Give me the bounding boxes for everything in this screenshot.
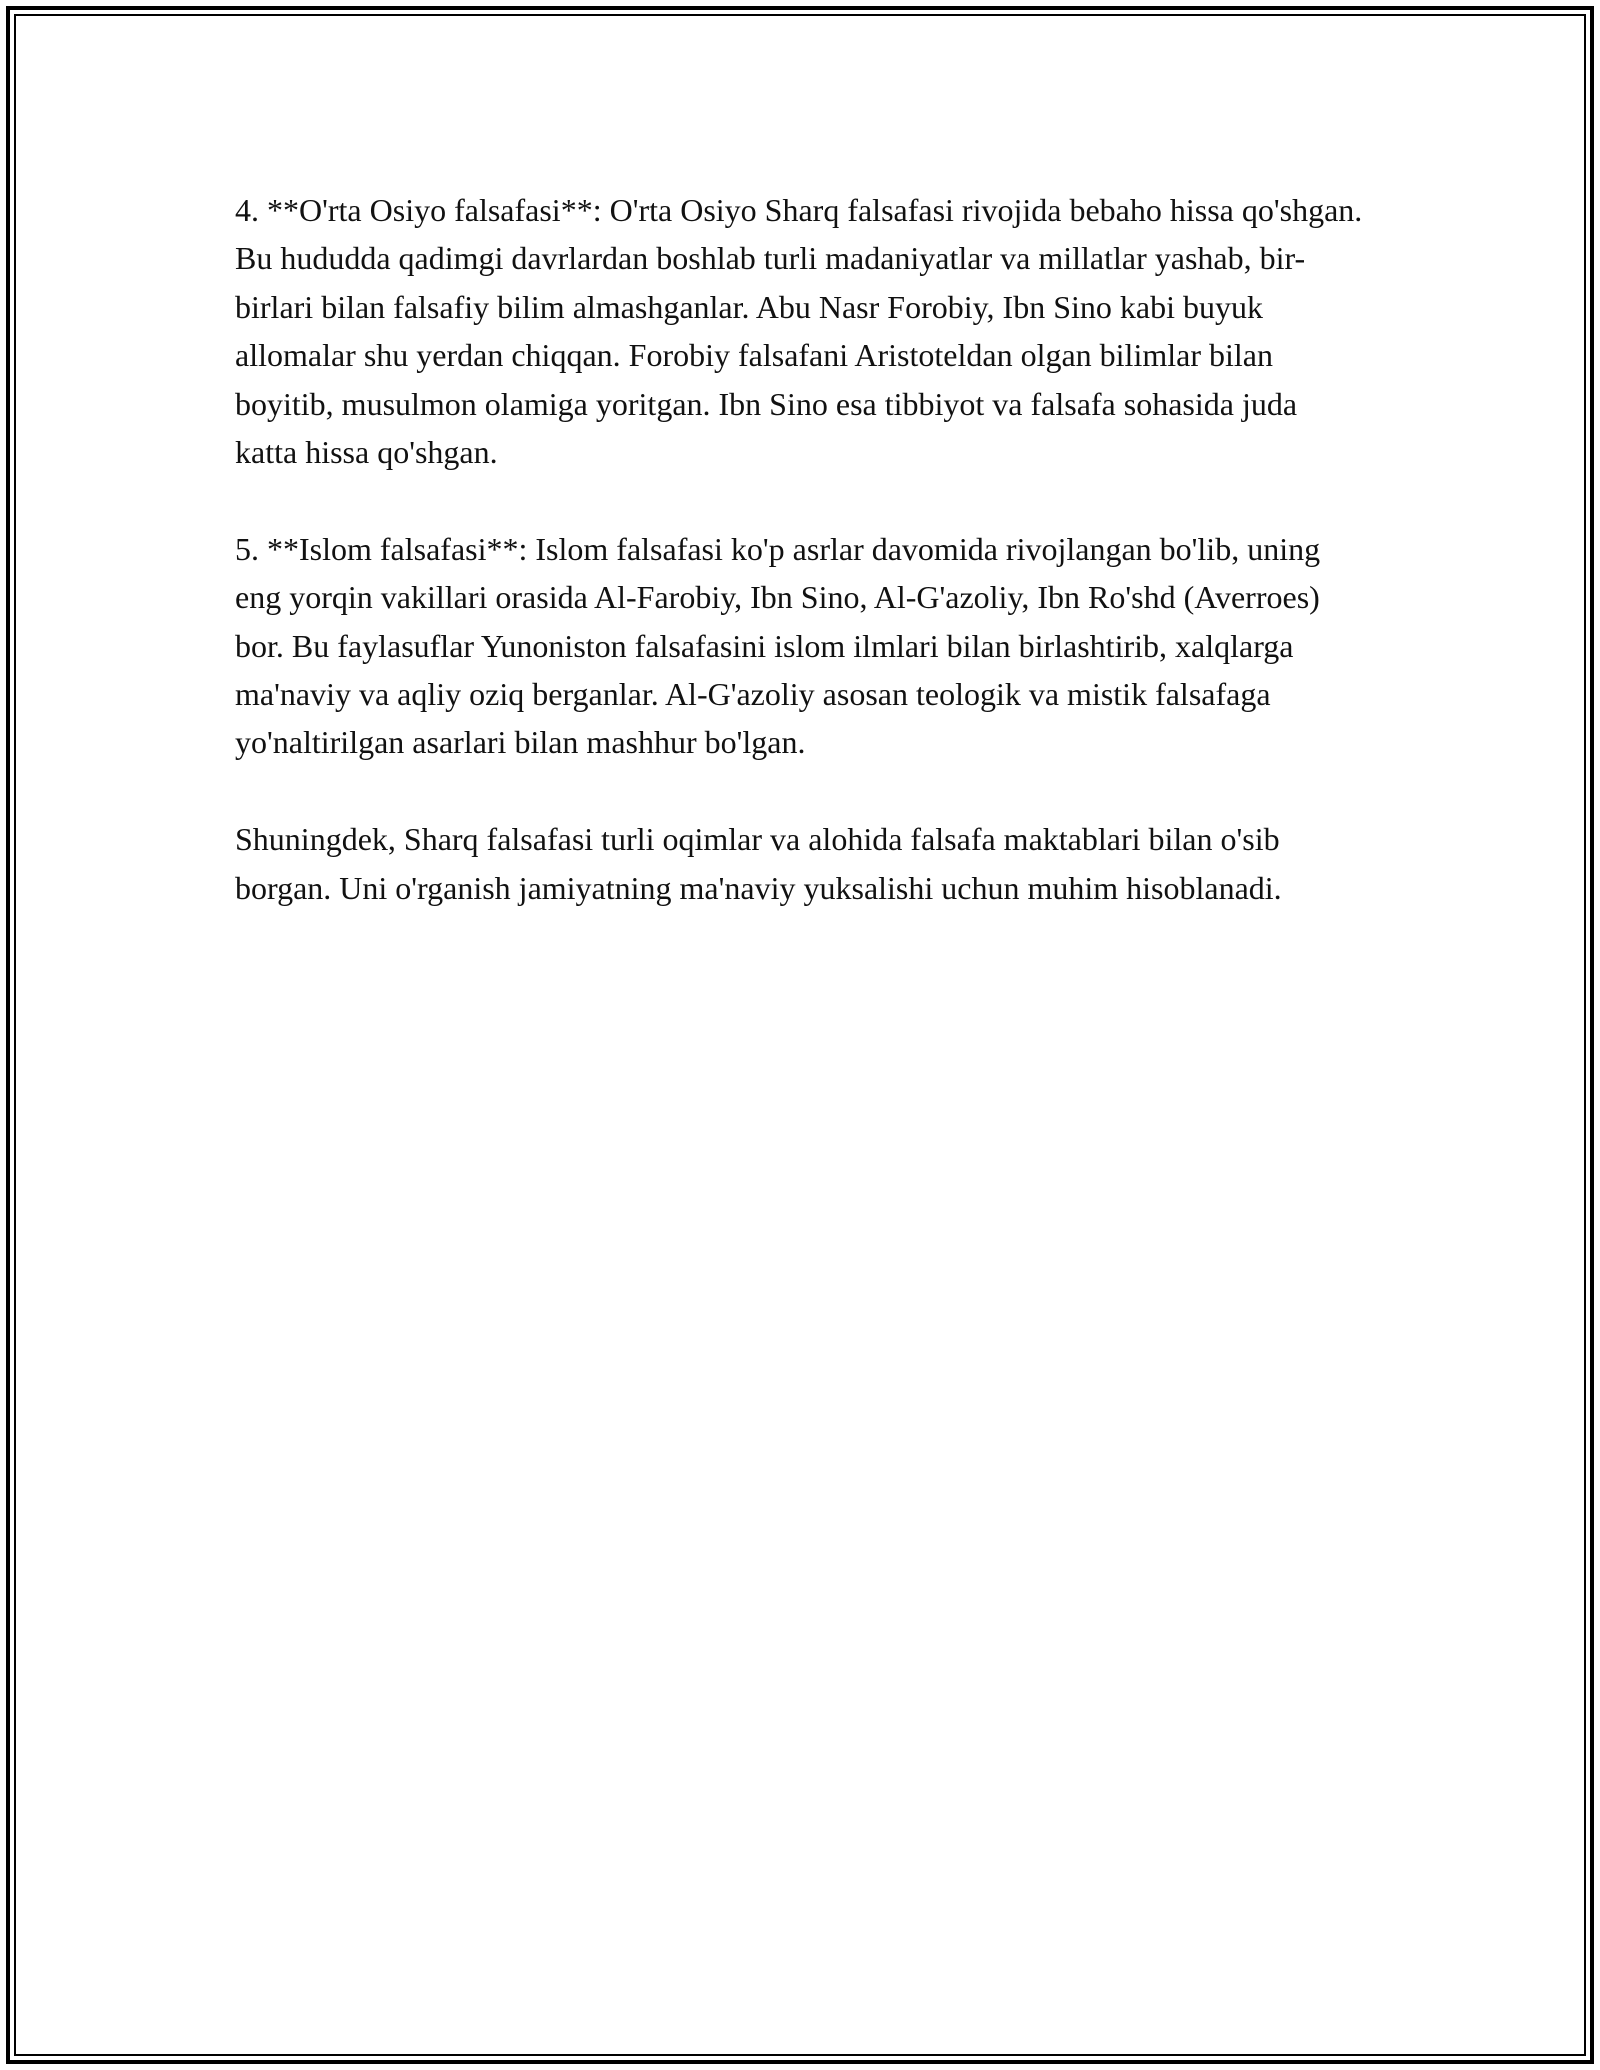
paragraph-conclusion: Shuningdek, Sharq falsafasi turli oqimlar va alohida falsafa maktablari bilan o'sib borgan. Uni o'rganish jamiyatning ma'naviy yuksalishi uchun muhim hisoblanadi. xyxy=(235,821,1282,906)
paragraph-central-asian-philosophy: 4. **O'rta Osiyo falsafasi**: O'rta Osiyo Sharq falsafasi rivojida bebaho hissa qo'shgan. Bu hududda qadimgi davrlardan boshlab turli madaniyatlar va millatlar yashab, bir-birlari bilan falsafiy bilim almashganlar. Abu Nasr Forobiy, Ibn Sino kabi buyuk allomalar shu yerdan chiqqan. Forobiy falsafani Aristoteldan olgan bilimlar bilan boyitib, musulmon olamiga yoritgan. Ibn Sino esa tibbiyot va falsafa sohasida juda katta hissa qo'shgan. xyxy=(235,192,1363,471)
paragraph-islamic-philosophy: 5. **Islom falsafasi**: Islom falsafasi ko'p asrlar davomida rivojlangan bo'lib, uning eng yorqin vakillari orasida Al-Farobiy, Ibn Sino, Al-G'azoliy, Ibn Ro'shd (Averroes) bor. Bu faylasuflar Yunoniston falsafasini islom ilmlari bilan birlashtirib, xalqlarga ma'naviy va aqliy oziq berganlar. Al-G'azoliy asosan teologik va mistik falsafaga yo'naltirilgan asarlari bilan mashhur bo'lgan. xyxy=(235,530,1321,761)
document-body xyxy=(235,186,1365,960)
